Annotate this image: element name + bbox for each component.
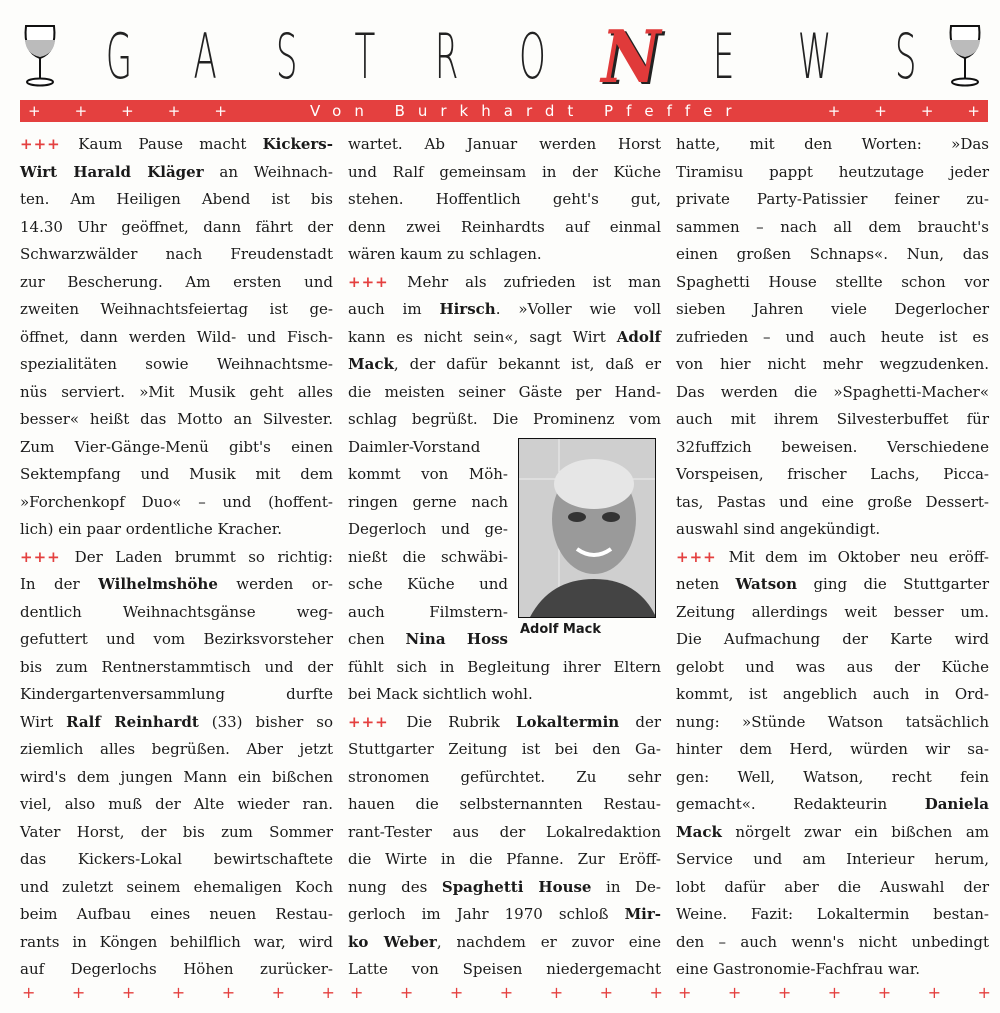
text-segment: schlag begrüßt. Die Prominenz vom — [348, 410, 661, 428]
text-segment: die meisten seiner Gäste per Hand- — [348, 382, 661, 401]
text-segment: dentlich Weihnachtsgänse weg- — [20, 602, 333, 621]
text-line — [20, 434, 333, 462]
masthead-letter: N — [600, 14, 661, 99]
text-line — [20, 681, 333, 709]
text-segment: ten. Am Heiligen Abend ist bis — [20, 190, 333, 208]
text-line — [20, 654, 333, 682]
text-segment: gerloch im Jahr 1970 schloß — [348, 905, 625, 923]
plus-icon: + — [449, 983, 464, 1002]
article-column-3 — [676, 131, 989, 984]
text-segment: besser« heißt das Motto an Silvester. — [20, 410, 333, 428]
text-line — [348, 846, 661, 874]
masthead-letter: W — [797, 20, 832, 93]
text-line — [20, 324, 333, 352]
text-segment: der — [619, 712, 661, 731]
text-segment: Latte von Speisen niedergemacht — [348, 960, 661, 978]
text-segment: lobt dafür aber die Auswahl der — [676, 877, 989, 896]
plus-icon: + — [649, 983, 663, 1002]
text-line — [676, 626, 989, 654]
text-line — [676, 901, 989, 929]
text-line — [676, 269, 989, 297]
text-segment: Mit dem im Oktober neu eröff- — [728, 547, 989, 566]
text-line — [348, 764, 661, 792]
masthead-letter: T — [354, 20, 376, 93]
text-segment: Degerloch und ge- — [348, 520, 508, 538]
text-segment: Weine. Fazit: Lokaltermin bestan- — [676, 905, 989, 923]
text-line — [20, 461, 333, 489]
bar-pluses-left — [28, 102, 227, 120]
text-segment: werden or- — [217, 575, 333, 593]
plus-icon: + — [350, 983, 364, 1002]
text-line — [20, 544, 333, 572]
text-segment: (33) bisher so — [198, 712, 333, 731]
text-segment: sammen – nach all dem braucht's — [676, 217, 989, 236]
plus-icon: + — [927, 983, 942, 1002]
text-line — [20, 351, 333, 379]
plus-icon: + — [499, 983, 514, 1002]
plus-icon: + — [877, 983, 892, 1002]
text-segment: auch Filmstern- — [348, 602, 508, 621]
bold-name: ko Weber — [348, 932, 437, 951]
text-segment: kommt, ist angeblich auch in Ord- — [676, 685, 989, 703]
plus-icon: + — [271, 983, 286, 1002]
byline: Von Burkhardt Pfeffer — [310, 102, 745, 120]
text-segment: ging die Stuttgarter — [797, 575, 989, 593]
text-segment: auch im — [348, 300, 440, 318]
text-segment: Service und am Interieur herum, — [676, 850, 989, 868]
text-line — [676, 929, 989, 957]
bold-name: Wirt Harald Kläger — [20, 162, 204, 181]
text-line — [20, 241, 333, 269]
text-line — [348, 626, 508, 654]
text-line — [20, 571, 333, 599]
text-line — [20, 764, 333, 792]
bold-name: Watson — [735, 575, 798, 593]
text-line — [348, 956, 661, 984]
text-segment: von hier nicht mehr wegzudenken. — [676, 355, 989, 373]
news-marker: +++ — [348, 712, 407, 731]
text-line — [676, 846, 989, 874]
text-line — [676, 406, 989, 434]
text-segment: auswahl sind angekündigt. — [676, 520, 881, 538]
text-line — [20, 736, 333, 764]
plus-icon: + — [777, 983, 792, 1002]
bold-name: Mack — [676, 822, 722, 841]
text-line — [348, 131, 661, 159]
text-line — [20, 406, 333, 434]
text-segment: , der dafür bekannt ist, daß er — [393, 355, 661, 373]
text-segment: Das werden die »Spaghetti-Macher« — [676, 382, 989, 401]
text-segment: nung: »Stünde Watson tatsächlich — [676, 712, 989, 731]
text-line — [348, 379, 661, 407]
plus-icon: + — [678, 983, 692, 1002]
article-column-1 — [20, 131, 333, 984]
masthead-letter: O — [519, 20, 547, 93]
text-line — [676, 461, 989, 489]
plus-icon: + — [967, 102, 980, 120]
plus-icon: + — [827, 102, 841, 120]
plus-icon: + — [874, 102, 887, 120]
text-line — [676, 764, 989, 792]
footer-pluses — [678, 983, 991, 1002]
text-segment: fühlt sich in Begleitung ihrer Eltern — [348, 657, 661, 676]
text-line — [20, 709, 333, 737]
text-segment: ringen gerne nach — [348, 492, 508, 511]
text-line — [348, 571, 508, 599]
plus-icon: + — [28, 102, 41, 120]
text-segment: nung des — [348, 877, 442, 896]
text-segment: private Party-Patissier feiner zu- — [676, 190, 989, 208]
text-line — [348, 461, 508, 489]
bold-name: Wilhelmshöhe — [98, 575, 218, 593]
text-line — [348, 241, 661, 269]
text-line — [676, 379, 989, 407]
text-segment: 32fuffzich beweisen. Verschiedene — [676, 437, 989, 456]
text-segment: Spaghetti House stellte schon vor — [676, 272, 989, 291]
text-segment: Stuttgarter Zeitung ist bei den Ga- — [348, 740, 661, 758]
text-segment: sche Küche und — [348, 575, 508, 593]
text-segment: spezialitäten sowie Weihnachtsme- — [20, 355, 333, 373]
bar-pluses-right — [828, 102, 980, 120]
text-segment: hatte, mit den Worten: »Das — [676, 135, 989, 153]
text-line — [676, 681, 989, 709]
masthead-letter: R — [434, 20, 459, 93]
text-segment: beim Aufbau eines neuen Restau- — [20, 905, 333, 923]
text-segment: 14.30 Uhr geöffnet, dann fährt der — [20, 217, 333, 236]
plus-icon: + — [549, 983, 564, 1002]
text-line — [676, 186, 989, 214]
text-line — [348, 681, 661, 709]
bold-name: Nina Hoss — [405, 630, 508, 648]
bold-name: Mack — [348, 355, 394, 373]
text-segment: und Ralf gemeinsam in der Küche — [348, 162, 661, 181]
text-line — [348, 736, 661, 764]
text-segment: Sektempfang und Musik mit dem — [20, 465, 333, 483]
text-line — [348, 654, 661, 682]
bold-name: Mir- — [624, 905, 661, 923]
text-line — [20, 901, 333, 929]
text-segment: öffnet, dann werden Wild- und Fisch- — [20, 327, 333, 346]
text-segment: Kaum Pause macht — [78, 135, 263, 153]
text-segment: Die Aufmachung der Karte wird — [676, 630, 989, 648]
news-marker: +++ — [20, 547, 75, 566]
masthead-letter: A — [193, 20, 217, 93]
text-segment: den – auch wenn's nicht unbedingt — [676, 932, 989, 951]
masthead-letter: E — [712, 20, 735, 93]
text-segment: nüs serviert. »Mit Musik geht alles — [20, 382, 333, 401]
text-line — [676, 544, 989, 572]
text-line — [676, 351, 989, 379]
text-segment: viel, also muß der Alte wieder ran. — [20, 795, 333, 813]
text-segment: auf Degerlochs Höhen zurücker- — [20, 960, 333, 978]
text-line — [20, 929, 333, 957]
text-segment: gelobt und was aus der Küche — [676, 657, 989, 676]
text-line — [20, 599, 333, 627]
text-segment: an Weihnach- — [203, 162, 333, 181]
text-line — [20, 791, 333, 819]
text-segment: kommt von Möh- — [348, 465, 508, 483]
text-segment: zufrieden – und auch heute ist es — [676, 327, 989, 346]
plus-icon: + — [171, 983, 186, 1002]
text-line — [676, 489, 989, 517]
text-line — [348, 351, 661, 379]
text-segment: . »Voller wie voll — [495, 300, 661, 318]
plus-icon: + — [121, 983, 136, 1002]
text-segment: gefuttert und vom Bezirksvorsteher — [20, 630, 333, 648]
text-segment: bei Mack sichtlich wohl. — [348, 685, 533, 703]
bold-name: Hirsch — [439, 300, 496, 318]
photo-caption: Adolf Mack — [520, 622, 601, 637]
text-line — [676, 599, 989, 627]
text-line — [348, 296, 661, 324]
text-line — [348, 214, 661, 242]
text-segment: einen großen Schnaps«. Nun, das — [676, 245, 989, 263]
text-line — [20, 159, 333, 187]
text-line — [676, 874, 989, 902]
plus-icon: + — [920, 102, 934, 120]
masthead-letter: G — [105, 20, 133, 93]
bold-name: Daniela — [924, 795, 989, 813]
text-segment: Kindergartenversammlung durfte — [20, 685, 333, 703]
text-line — [20, 874, 333, 902]
text-line — [676, 709, 989, 737]
portrait-photo — [518, 438, 656, 618]
text-segment: wird's dem jungen Mann ein bißchen — [20, 767, 333, 786]
text-line — [676, 159, 989, 187]
text-line — [348, 406, 661, 434]
bold-name: Lokaltermin — [515, 712, 620, 731]
text-segment: Schwarzwälder nach Freudenstadt — [20, 245, 333, 263]
plus-icon: + — [167, 102, 181, 120]
text-segment: rants in Köngen behilflich war, wird — [20, 932, 333, 951]
text-line — [348, 929, 661, 957]
text-line — [676, 131, 989, 159]
masthead-letter: S — [894, 20, 917, 93]
text-line — [348, 516, 508, 544]
text-line — [348, 709, 661, 737]
plus-icon: + — [214, 102, 227, 120]
text-line — [348, 434, 508, 462]
text-segment: stehen. Hoffentlich geht's gut, — [348, 190, 661, 208]
plus-icon: + — [121, 102, 134, 120]
text-segment: bis zum Rentnerstammtisch und der — [20, 657, 333, 676]
plus-icon: + — [727, 983, 742, 1002]
plus-icon: + — [74, 102, 88, 120]
plus-icon: + — [22, 983, 36, 1002]
text-segment: Zum Vier-Gänge-Menü gibt's einen — [20, 437, 333, 456]
text-segment: hinter dem Herd, würden wir sa- — [676, 740, 989, 758]
text-line — [20, 131, 333, 159]
text-line — [20, 819, 333, 847]
text-segment: nörgelt zwar ein bißchen am — [721, 822, 989, 841]
text-segment: eine Gastronomie-Fachfrau war. — [676, 960, 921, 978]
plus-icon: + — [71, 983, 86, 1002]
text-line — [348, 874, 661, 902]
text-segment: Die Rubrik — [406, 712, 516, 731]
text-line — [348, 269, 661, 297]
text-segment: zur Bescherung. Am ersten und — [20, 272, 333, 291]
plus-icon: + — [321, 983, 335, 1002]
text-line — [676, 654, 989, 682]
text-segment: »Forchenkopf Duo« – und (hoffent- — [20, 492, 333, 511]
text-segment: auch mit ihrem Silvesterbuffet für — [676, 410, 989, 428]
masthead-letter: S — [275, 20, 298, 93]
bold-name: Adolf — [616, 327, 661, 346]
text-segment: chen — [348, 630, 406, 648]
text-segment: Mehr als zufrieden ist man — [407, 272, 661, 291]
text-line — [348, 159, 661, 187]
text-line — [348, 819, 661, 847]
text-segment: neten — [676, 575, 736, 593]
text-segment: tas, Pastas und eine große Dessert- — [676, 492, 989, 511]
text-segment: Zeitung allerdings weit besser um. — [676, 602, 989, 621]
text-segment: Der Laden brummt so richtig: — [74, 547, 333, 566]
text-segment: nießt die schwäbi- — [348, 547, 508, 566]
text-segment: hauen die selbsternannten Restau- — [348, 795, 661, 813]
footer-pluses — [350, 983, 663, 1002]
text-segment: kann es nicht sein«, sagt Wirt — [348, 327, 617, 346]
text-line — [348, 599, 508, 627]
text-segment: denn zwei Reinhardts auf einmal — [348, 217, 661, 236]
text-segment: sieben Jahren viele Degerlocher — [676, 300, 989, 318]
text-line — [20, 626, 333, 654]
plus-icon: + — [827, 983, 842, 1002]
text-segment: in De- — [591, 877, 661, 896]
text-segment: stronomen gefürchtet. Zu sehr — [348, 767, 661, 786]
text-segment: gen: Well, Watson, recht fein — [676, 767, 989, 786]
text-segment: zweiten Weihnachtsfeiertag ist ge- — [20, 300, 333, 318]
wine-glass-icon — [945, 22, 985, 88]
text-segment: Tiramisu pappt heutzutage jeder — [676, 162, 989, 181]
text-segment: rant-Tester aus der Lokalredaktion — [348, 822, 661, 841]
text-line — [676, 241, 989, 269]
text-line — [20, 846, 333, 874]
plus-icon: + — [399, 983, 414, 1002]
text-line — [20, 186, 333, 214]
bold-name: Kickers- — [262, 135, 333, 153]
byline-bar — [20, 100, 988, 122]
news-marker: +++ — [20, 135, 79, 153]
portrait-image — [519, 439, 656, 618]
text-line — [676, 791, 989, 819]
text-segment: gemacht«. Redakteurin — [676, 795, 925, 813]
text-line — [676, 324, 989, 352]
text-line — [348, 324, 661, 352]
text-line — [20, 379, 333, 407]
plus-icon: + — [599, 983, 614, 1002]
footer-pluses — [22, 983, 335, 1002]
text-segment: das Kickers-Lokal bewirtschaftete — [20, 850, 333, 868]
text-segment: wären kaum zu schlagen. — [348, 245, 542, 263]
text-segment: die Wirte in die Pfanne. Zur Eröff- — [348, 850, 661, 868]
text-line — [676, 571, 989, 599]
plus-icon: + — [221, 983, 236, 1002]
text-line — [20, 516, 333, 544]
text-line — [676, 516, 989, 544]
text-segment: ziemlich alles begrüßen. Aber jetzt — [20, 740, 333, 758]
text-segment: Daimler-Vorstand — [348, 437, 481, 456]
text-segment: Vater Horst, der bis zum Sommer — [20, 822, 333, 841]
news-marker: +++ — [348, 272, 408, 291]
text-line — [348, 791, 661, 819]
wine-glass-icon — [20, 22, 60, 88]
text-segment: Vorspeisen, frischer Lachs, Picca- — [676, 465, 989, 483]
text-segment: , nachdem er zuvor eine — [436, 932, 661, 951]
text-line — [348, 186, 661, 214]
news-marker: +++ — [676, 547, 729, 566]
text-line — [676, 819, 989, 847]
text-line — [676, 214, 989, 242]
text-segment: wartet. Ab Januar werden Horst — [348, 135, 661, 153]
text-line — [348, 489, 508, 517]
masthead-title — [95, 14, 925, 99]
text-line — [348, 544, 508, 572]
plus-icon: + — [977, 983, 991, 1002]
text-segment: und zuletzt seinem ehemaligen Koch — [20, 877, 333, 896]
text-line — [20, 489, 333, 517]
text-line — [676, 296, 989, 324]
text-line — [676, 956, 989, 984]
text-line — [20, 269, 333, 297]
bold-name: Ralf Reinhardt — [66, 712, 199, 731]
text-segment: In der — [20, 575, 99, 593]
text-line — [676, 434, 989, 462]
text-line — [676, 736, 989, 764]
text-segment: lich) ein paar ordentliche Kracher. — [20, 520, 283, 538]
text-segment: Wirt — [20, 712, 67, 731]
text-line — [20, 296, 333, 324]
bold-name: Spaghetti House — [441, 877, 592, 896]
text-line — [348, 901, 661, 929]
text-line — [20, 956, 333, 984]
text-line — [20, 214, 333, 242]
